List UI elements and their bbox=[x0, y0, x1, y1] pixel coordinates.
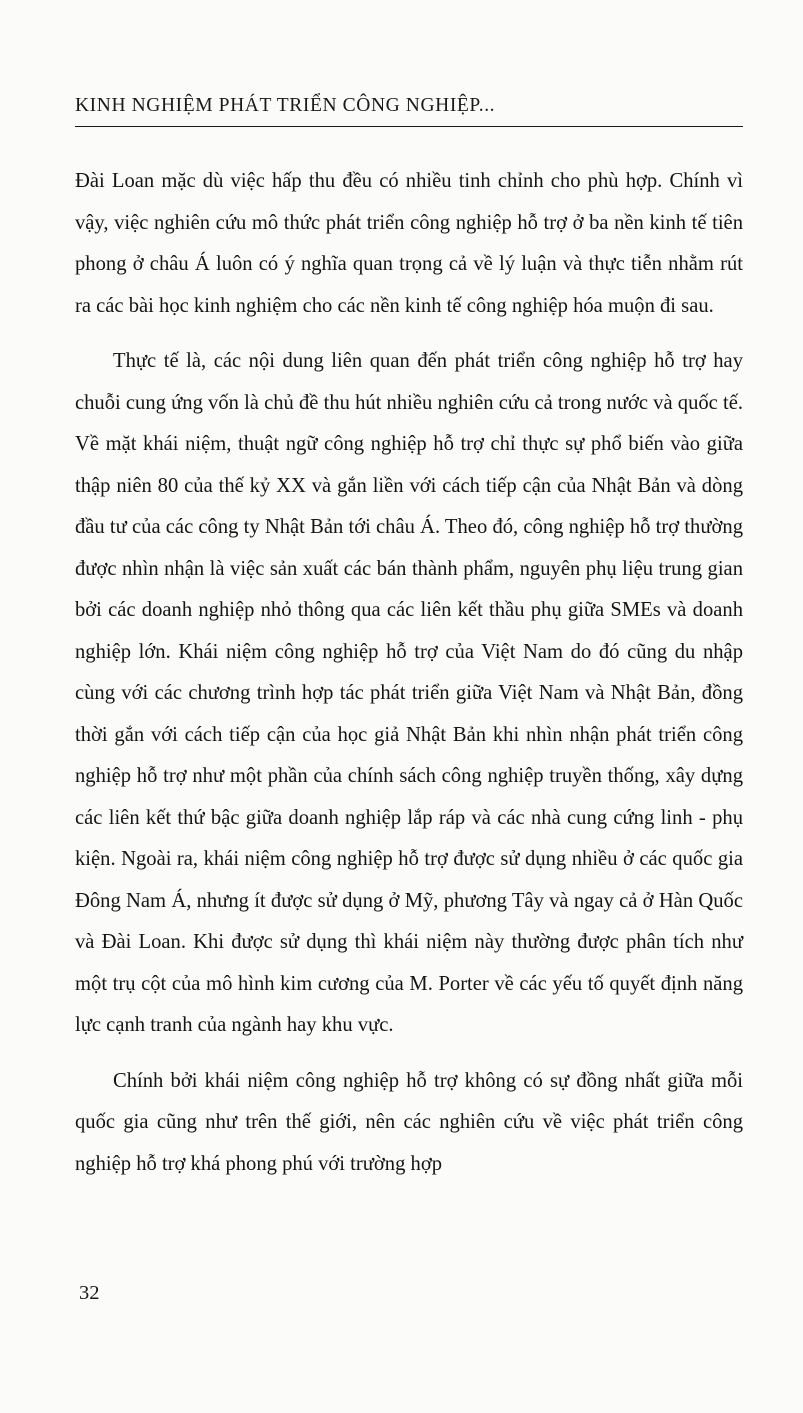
page-content-area bbox=[75, 95, 743, 1353]
running-head: KINH NGHIỆM PHÁT TRIỂN CÔNG NGHIỆP... bbox=[75, 95, 496, 116]
paragraph-spacer bbox=[75, 1047, 743, 1061]
paragraph-spacer bbox=[75, 327, 743, 341]
body-text-block bbox=[75, 161, 743, 1185]
paragraph-2: Thực tế là, các nội dung liên quan đến phát triển công nghiệp hỗ trợ hay chuỗi cung ứng vốn là chủ đề thu hút nhiều nghiên cứu cả trong nước và quốc tế. Về mặt khái niệm, thuật ngữ công nghiệp hỗ trợ chỉ thực sự phổ biến vào giữa thập niên 80 của thế kỷ XX và gắn liền với cách tiếp cận của Nhật Bản và dòng đầu tư của các công ty Nhật Bản tới châu Á. Theo đó, công nghiệp hỗ trợ thường được nhìn nhận là việc sản xuất các bán thành phẩm, nguyên phụ liệu trung gian bởi các doanh nghiệp nhỏ thông qua các liên kết thầu phụ giữa SMEs và doanh nghiệp lớn. Khái niệm công nghiệp hỗ trợ của Việt Nam do đó cũng du nhập cùng với các chương trình hợp tác phát triển giữa Việt Nam và Nhật Bản, đồng thời gắn với cách tiếp cận của học giả Nhật Bản khi nhìn nhận phát triển công nghiệp hỗ trợ như một phần của chính sách công nghiệp truyền thống, xây dựng các liên kết thứ bậc giữa doanh nghiệp lắp ráp và các nhà cung cứng linh - phụ kiện. Ngoài ra, khái niệm công nghiệp hỗ trợ được sử dụng nhiều ở các quốc gia Đông Nam Á, nhưng ít được sử dụng ở Mỹ, phương Tây và ngay cả ở Hàn Quốc và Đài Loan. Khi được sử dụng thì khái niệm này thường được phân tích như một trụ cột của mô hình kim cương của M. Porter về các yếu tố quyết định năng lực cạnh tranh của ngành hay khu vực. bbox=[75, 350, 743, 1036]
paragraph-3: Chính bởi khái niệm công nghiệp hỗ trợ không có sự đồng nhất giữa mỗi quốc gia cũng như trên thế giới, nên các nghiên cứu về việc phát triển công nghiệp hỗ trợ khá phong phú với trường hợp bbox=[75, 1069, 743, 1175]
paragraph-1: Đài Loan mặc dù việc hấp thu đều có nhiều tinh chỉnh cho phù hợp. Chính vì vậy, việc nghiên cứu mô thức phát triển công nghiệp hỗ trợ ở ba nền kinh tế tiên phong ở châu Á luôn có ý nghĩa quan trọng cả về lý luận và thực tiễn nhằm rút ra các bài học kinh nghiệm cho các nền kinh tế công nghiệp hóa muộn đi sau. bbox=[75, 170, 743, 317]
header-divider bbox=[75, 126, 743, 127]
page-number: 32 bbox=[79, 1282, 100, 1304]
